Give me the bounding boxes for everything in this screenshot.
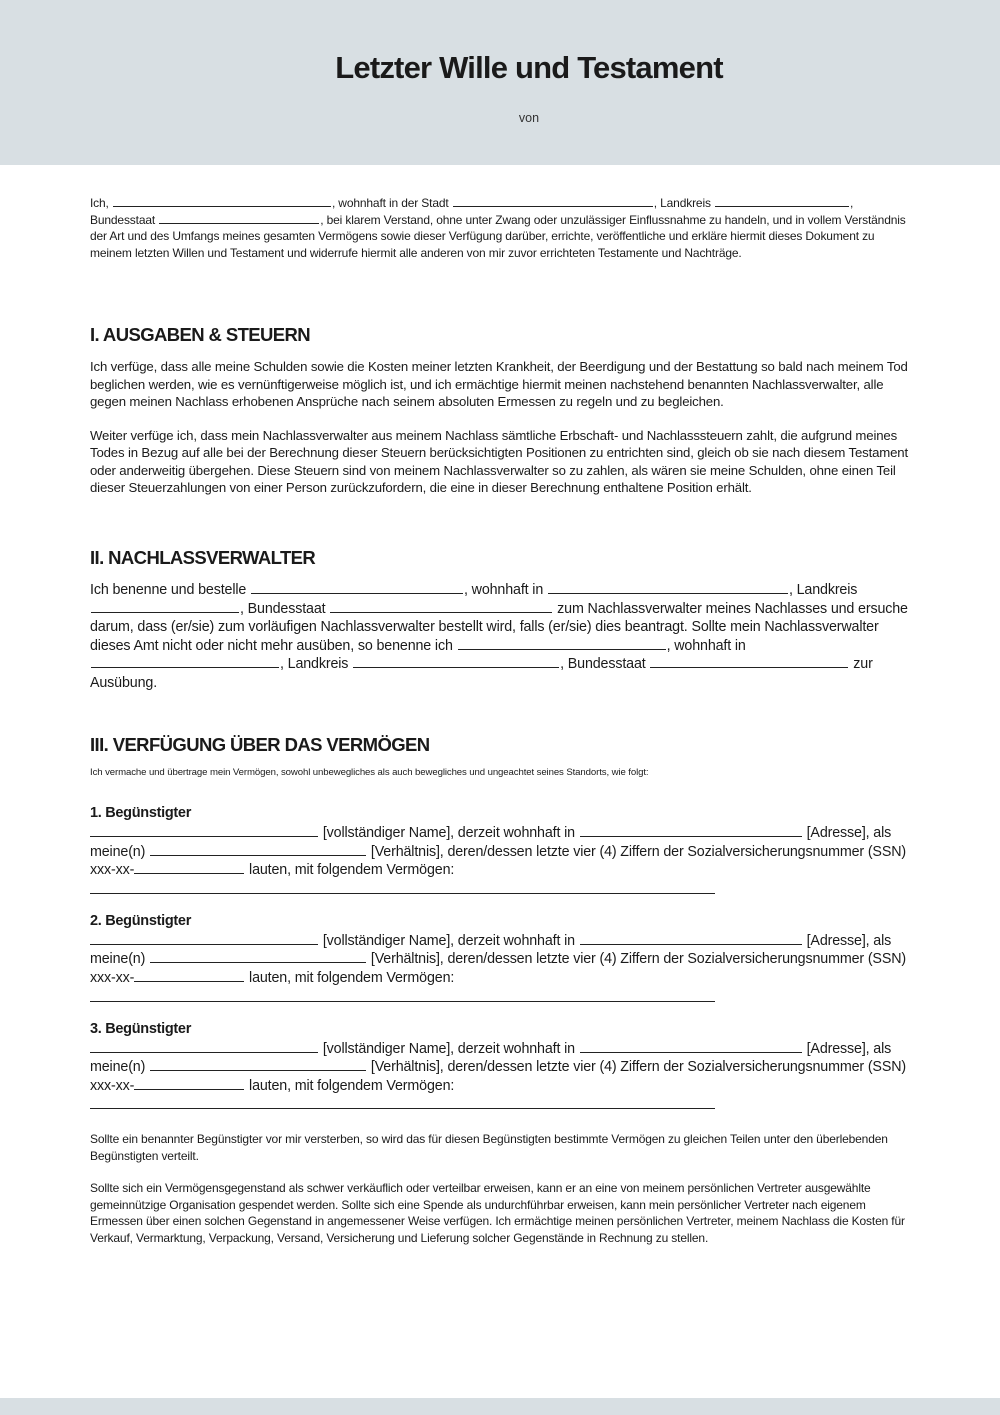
beneficiary-text: [Verhältnis], deren/dessen letzte vier (4) Ziffern der Sozialversicherungsnummer (SSN) [370, 951, 906, 968]
intro-paragraph [90, 195, 915, 261]
beneficiary-text: lauten, mit folgendem Vermögen: [249, 862, 455, 879]
intro-text: , [850, 196, 854, 210]
beneficiary-ssn-field[interactable] [134, 1077, 244, 1090]
executor-text: zur [853, 656, 873, 673]
county-field[interactable] [715, 195, 849, 207]
header-band [0, 0, 1000, 165]
executor-text: , Landkreis [280, 656, 349, 673]
beneficiary-assets-field[interactable] [90, 880, 715, 894]
beneficiary-heading: 1. Begünstigter [90, 805, 192, 821]
executor-text: , Landkreis [788, 582, 858, 598]
beneficiary-text: lauten, mit folgendem Vermögen: [249, 1077, 455, 1094]
beneficiary-relation-field[interactable] [150, 1058, 366, 1071]
intro-text: Bundesstaat [90, 212, 156, 227]
executor-text: zum Nachlassverwalter meines Nachlasses und ersuche darum, dass (er/sie) zum vorläufigen Nachlassverwalter bestellt wird, falls (er/sie) dies beantragt. Sollte mein Nachlassverwalter dieses Amt nicht oder nicht mehr ausüben, so benenne ich [90, 600, 908, 654]
section-heading: I. AUSGABEN & STEUERN [90, 324, 311, 345]
document-title: Letzter Wille und Testament [335, 50, 723, 85]
alternate-executor-residence-field[interactable] [91, 655, 279, 668]
beneficiary-text: [vollständiger Name], derzeit wohnhaft in [322, 825, 575, 841]
beneficiary-heading: 3. Begünstigter [90, 1020, 192, 1037]
beneficiary-name-field[interactable] [90, 932, 318, 945]
beneficiary-text: meine(n) [90, 1059, 146, 1076]
intro-text: , wohnhaft in der Stadt [331, 196, 449, 210]
intro-text: , Landkreis [653, 196, 711, 210]
beneficiary-block [90, 1021, 915, 1110]
state-field[interactable] [159, 212, 319, 224]
beneficiary-text: meine(n) [90, 951, 146, 968]
executor-text: , wohnhaft in [666, 637, 746, 654]
intro-text: , bei klarem Verstand, ohne unter Zwang oder unzulässiger Einflussnahme zu handeln, und in vollem Verständnis der Art und des Umfangs meines gesamten Vermögens sowie dieser Verfügung darüber, errichte, veröffentliche und erkläre hiermit dieses Dokument zu meinem letzten Willen und Testament und widerrufe hiermit alle anderen von mir zuvor errichteten Testamente und Nachträge. [90, 212, 906, 260]
beneficiary-text: [vollständiger Name], derzeit wohnhaft in [322, 1040, 575, 1057]
executor-state-field[interactable] [330, 600, 552, 613]
beneficiary-text: [Adresse], als [806, 825, 892, 841]
beneficiary-text: lauten, mit folgendem Vermögen: [249, 969, 455, 986]
beneficiary-name-field[interactable] [90, 824, 318, 837]
executor-residence-field[interactable] [548, 581, 788, 594]
intro-text: Ich, [90, 196, 109, 210]
executor-text: , Bundesstaat [240, 600, 326, 617]
footer-band [0, 1398, 1000, 1415]
testator-name-field[interactable] [113, 195, 331, 207]
beneficiary-relation-field[interactable] [150, 950, 366, 963]
beneficiary-text: [vollständiger Name], derzeit wohnhaft in [322, 932, 575, 949]
alternate-executor-county-field[interactable] [353, 655, 559, 668]
section-paragraph: Sollte sich ein Vermögensgegenstand als schwer verkäuflich oder verteilbar erweisen, kann er an eine von meinem persönlichen Vertreter ausgewählte gemeinnützige Organisation gespendet werden. Sollte sich eine Spende als undurchführbar erweisen, kann mein persönlicher Vertreter nach eigenem Ermessen über einen solchen Gegenstand in angemessener Weise verfügen. Ich ermächtige meinen persönlichen Vertreter, meinem Nachlass die Kosten für Verkauf, Vermarktung, Verpackung, Versand, Versicherung und Lieferung solcher Gegenstände in Rechnung zu stellen. [90, 1181, 905, 1245]
beneficiary-ssn-field[interactable] [134, 861, 244, 874]
city-field[interactable] [453, 195, 653, 207]
alternate-executor-state-field[interactable] [650, 655, 848, 668]
beneficiary-block [90, 913, 915, 1002]
executor-text: , wohnhaft in [464, 582, 544, 598]
document-subtitle: von [518, 111, 540, 125]
beneficiary-text: [Adresse], als [806, 932, 892, 949]
section-paragraph: Sollte ein benannter Begünstigter vor mir versterben, so wird das für diesen Begünstigten bestimmte Vermögen zu gleichen Teilen unter den überlebenden Begünstigten verteilt. [90, 1132, 888, 1163]
beneficiary-text: [Verhältnis], deren/dessen letzte vier (4) Ziffern der Sozialversicherungsnummer (SSN) [370, 1059, 906, 1076]
beneficiary-name-field[interactable] [90, 1040, 318, 1053]
executor-text: Ausübung. [90, 674, 158, 691]
executor-text: , Bundesstaat [560, 656, 646, 673]
beneficiary-relation-field[interactable] [150, 843, 366, 856]
executor-name-field[interactable] [251, 581, 463, 594]
beneficiary-address-field[interactable] [580, 1040, 802, 1053]
alternate-executor-name-field[interactable] [458, 637, 666, 650]
beneficiary-address-field[interactable] [580, 932, 802, 945]
section-paragraph: Weiter verfüge ich, dass mein Nachlassverwalter aus meinem Nachlass sämtliche Erbschaft- und Nachlasssteuern zahlt, die aufgrund meines Todes in Bezug auf alle bei der Berechnung dieser Steuern berücksichtigten Positionen zu entrichten sind, gleich ob sie nach diesem Testament oder anderweitig übergehen. Diese Steuern sind von meinem Nachlassverwalter so zu zahlen, als wären sie meine Schulden, ohne einen Teil dieser Steuerzahlungen von einer Person zurückzufordern, die eine in dieser Berechnung enthaltene Position erhält. [90, 427, 908, 495]
beneficiary-heading: 2. Begünstigter [90, 912, 192, 929]
executor-county-field[interactable] [91, 600, 239, 613]
beneficiary-assets-field[interactable] [90, 988, 715, 1002]
beneficiary-text: xxx-xx- [90, 1077, 135, 1094]
section-executor [90, 547, 915, 693]
section-disposition-of-property [90, 734, 915, 1246]
beneficiary-text: meine(n) [90, 843, 146, 860]
beneficiary-text: [Verhältnis], deren/dessen letzte vier (4) Ziffern der Sozialversicherungsnummer (SSN) [370, 843, 906, 860]
section-expenses-taxes [90, 324, 915, 497]
beneficiary-address-field[interactable] [580, 824, 802, 837]
beneficiary-text: xxx-xx- [90, 862, 135, 879]
section-heading: II. NACHLASSVERWALTER [90, 547, 316, 568]
executor-text: Ich benenne und bestelle [90, 582, 247, 598]
beneficiary-ssn-field[interactable] [134, 969, 244, 982]
beneficiary-text: [Adresse], als [806, 1040, 892, 1057]
section-intro: Ich vermache und übertrage mein Vermögen, sowohl unbewegliches als auch bewegliches und ungeachtet seines Standorts, wie folgt: [90, 767, 649, 778]
section-heading: III. VERFÜGUNG ÜBER DAS VERMÖGEN [90, 734, 430, 755]
beneficiary-text: xxx-xx- [90, 969, 135, 986]
beneficiary-block [90, 805, 915, 894]
section-paragraph: Ich verfüge, dass alle meine Schulden sowie die Kosten meiner letzten Krankheit, der Beerdigung und der Bestattung so bald nach meinem Tod beglichen werden, wie es vernünftigerweise möglich ist, und ich ermächtige hiermit meinen nachstehend benannten Nachlassverwalter, alle gegen meinen Nachlass erhobenen Ansprüche nach seinem absoluten Ermessen zu regeln und zu begleichen. [90, 359, 908, 409]
beneficiary-assets-field[interactable] [90, 1095, 715, 1109]
